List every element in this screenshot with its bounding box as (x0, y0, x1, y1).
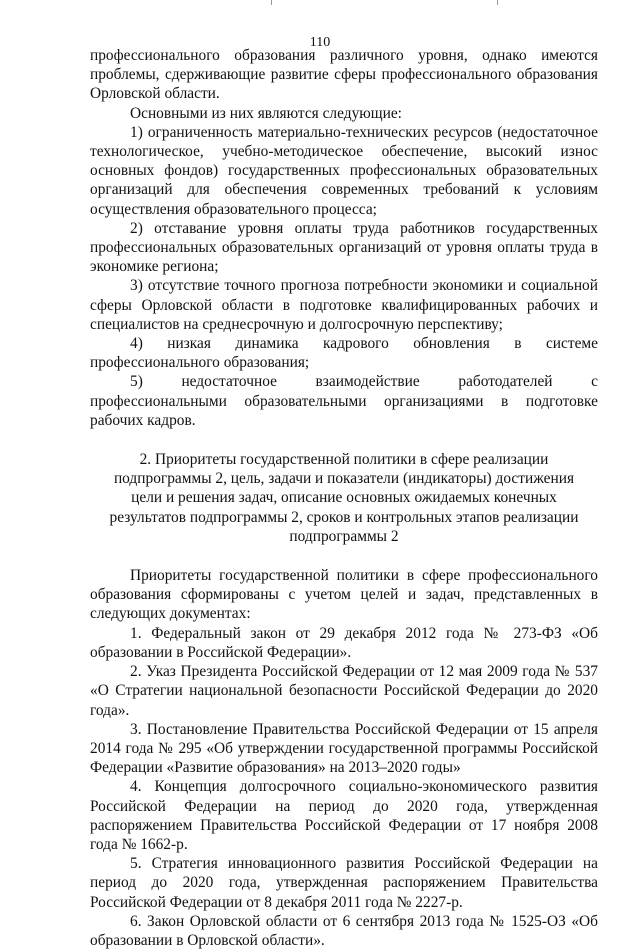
scan-mark (271, 0, 272, 5)
intro-lead: Основными из них являются следующие: (130, 104, 402, 122)
problem-item: 4) низкая динамика кадрового обновления в системе профессионального образования; (90, 335, 598, 372)
intro-paragraph: профессионального образования различного уровня, однако имеются проблемы, сдерживающие развитие сферы профессионального образования Орловской области. (90, 47, 598, 103)
document-item: 3. Постановление Правительства Российской Федерации от 15 апреля 2014 года № 295 «Об утверждении государственной программы Российской Федерации «Развитие образования» на 2013–2020 годы» (90, 720, 598, 777)
priorities-intro: Приоритеты государственной политики в сфере профессионального образования сформированы с учетом целей и задач, представленных в следующих документах: (90, 567, 598, 623)
scan-mark (497, 0, 498, 5)
problem-item: 1) ограниченность материально-технических ресурсов (недостаточное технологическое, учебно-методическое обеспечение, высокий износ основных фондов) государственных профессиональных образовательных организаций для обеспечения современных требований к условиям осуществления образовательного процесса; (90, 123, 598, 218)
document-item: 5. Стратегия инновационного развития Российской Федерации на период до 2020 года, утвержденная распоряжением Правительства Российской Федерации от 8 декабря 2011 года № 2227-р. (90, 855, 598, 911)
document-item: 4. Концепция долгосрочного социально-экономического развития Российской Федерации на период до 2020 года, утвержденная распоряжением Правительства Российской Федерации от 17 ноября 2008 года № 1662-р. (90, 778, 598, 853)
document-item: 1. Федеральный закон от 29 декабря 2012 года № 273-ФЗ «Об образовании в Российской Федерации». (90, 624, 598, 661)
problem-item: 3) отсутствие точного прогноза потребности экономики и социальной сферы Орловской области в подготовке квалифицированных рабочих и специалистов на среднесрочную и долгосрочную перспективу; (90, 277, 598, 333)
problem-item: 5) недостаточное взаимодействие работодателей с профессиональными образовательными организациями в подготовке рабочих кадров. (90, 373, 598, 429)
document-body (90, 46, 598, 950)
problem-item: 2) отставание уровня оплаты труда работников государственных профессиональных образовательных организаций от уровня оплаты труда в экономике региона; (90, 219, 598, 276)
page-number: 110 (309, 35, 331, 50)
section-heading: 2. Приоритеты государственной политики в сфере реализации подпрограммы 2, цель, задачи и показатели (индикаторы) достижения цели и решения задач, описание основных ожидаемых конечных результатов подпрограммы 2, сроков и контрольных этапов реализации подпрограммы 2 (109, 451, 579, 545)
document-item: 6. Закон Орловской области от 6 сентября 2013 года № 1525-ОЗ «Об образовании в Орловской области». (90, 912, 598, 949)
document-item: 2. Указ Президента Российской Федерации от 12 мая 2009 года № 537 «О Стратегии национальной безопасности Российской Федерации до 2020 года». (90, 663, 598, 719)
